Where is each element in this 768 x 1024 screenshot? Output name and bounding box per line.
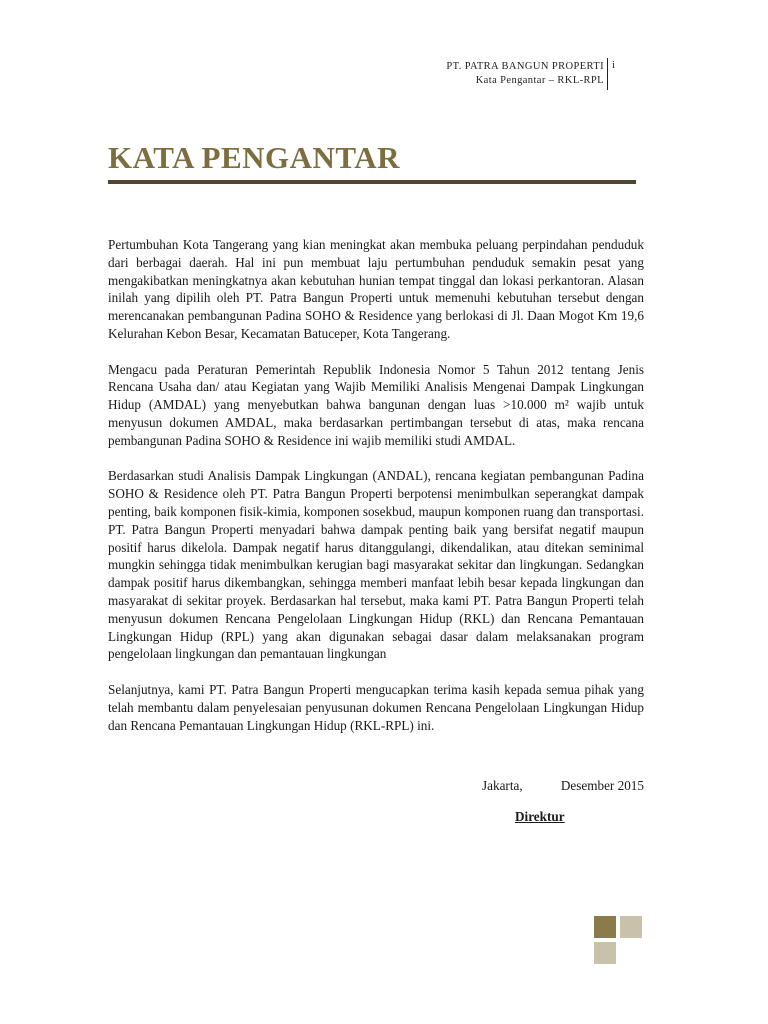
body-text (108, 236, 644, 752)
running-header (304, 60, 604, 88)
decorative-square-light (620, 916, 642, 938)
signer-title: Direktur (515, 809, 565, 824)
paragraph: Pertumbuhan Kota Tangerang yang kian meningkat akan membuka peluang perpindahan penduduk dari berbagai daerah. Hal ini pun membuat laju pertumbuhan penduduk semakin pesat yang mengakibatkan meningkatnya akan kebutuhan hunian tempat tinggal dan lokasi perkantoran. Alasan inilah yang dipilih oleh PT. Patra Bangun Properti untuk memenuhi kebutuhan tersebut dengan merencanakan pembangunan Padina SOHO & Residence yang berlokasi di Jl. Daan Mogot Km 19,6 Kelurahan Kebon Besar, Kecamatan Batuceper, Kota Tangerang. (108, 237, 644, 341)
paragraph: Berdasarkan studi Analisis Dampak Lingkungan (ANDAL), rencana kegiatan pembangunan Padina SOHO & Residence oleh PT. Patra Bangun Properti berpotensi menimbulkan seperangkat dampak penting, baik komponen fisik-kimia, komponen sosekbud, maupun komponen ruang dan transportasi. PT. Patra Bangun Properti menyadari bahwa dampak penting baik yang bersifat negatif maupun positif harus dikelola. Dampak negatif harus ditanggulangi, dikendalikan, atau ditekan seminimal mungkin sehingga tidak menimbulkan kerugian bagi masyarakat sekitar dan lingkungan. Sedangkan dampak positif harus dikembangkan, sehingga memberi manfaat lebih besar kepada lingkungan dan masyarakat di sekitar proyek. Berdasarkan hal tersebut, maka kami PT. Patra Bangun Properti telah menyusun dokumen Rencana Pengelolaan Lingkungan Hidup (RKL) dan Rencana Pemantauan Lingkungan Hidup (RPL) yang akan digunakan sebagai dasar dalam melaksanakan program pengelolaan lingkungan dan pemantauan lingkungan (108, 468, 644, 662)
decorative-square-light (594, 942, 616, 964)
page-number: i (612, 60, 615, 71)
signature-place-date (482, 778, 644, 794)
signature-city: Jakarta, (482, 778, 523, 793)
header-divider (607, 58, 608, 90)
header-doc-title: Kata Pengantar – RKL-RPL (475, 75, 604, 86)
header-company: PT. PATRA BANGUN PROPERTI (446, 61, 604, 72)
paragraph: Selanjutnya, kami PT. Patra Bangun Properti mengucapkan terima kasih kepada semua pihak yang telah membantu dalam penyelesaian penyusunan dokumen Rencana Pengelolaan Lingkungan Hidup dan Rencana Pemantauan Lingkungan Hidup (RKL-RPL) ini. (108, 681, 644, 733)
page-title: KATA PENGANTAR (108, 140, 401, 175)
title-underline (108, 180, 636, 184)
signature-date: Desember 2015 (560, 778, 644, 793)
paragraph: Mengacu pada Peraturan Pemerintah Republik Indonesia Nomor 5 Tahun 2012 tentang Jenis Rencana Usaha dan/ atau Kegiatan yang Wajib Memiliki Analisis Mengenai Dampak Lingkungan Hidup (AMDAL) yang menyebutkan bahwa bangunan dengan luas >10.000 m² wajib untuk menyusun dokumen AMDAL, maka berdasarkan pertimbangan tersebut di atas, maka rencana pembangunan Padina SOHO & Residence ini wajib memiliki studi AMDAL. (108, 361, 644, 448)
decorative-square-dark (594, 916, 616, 938)
